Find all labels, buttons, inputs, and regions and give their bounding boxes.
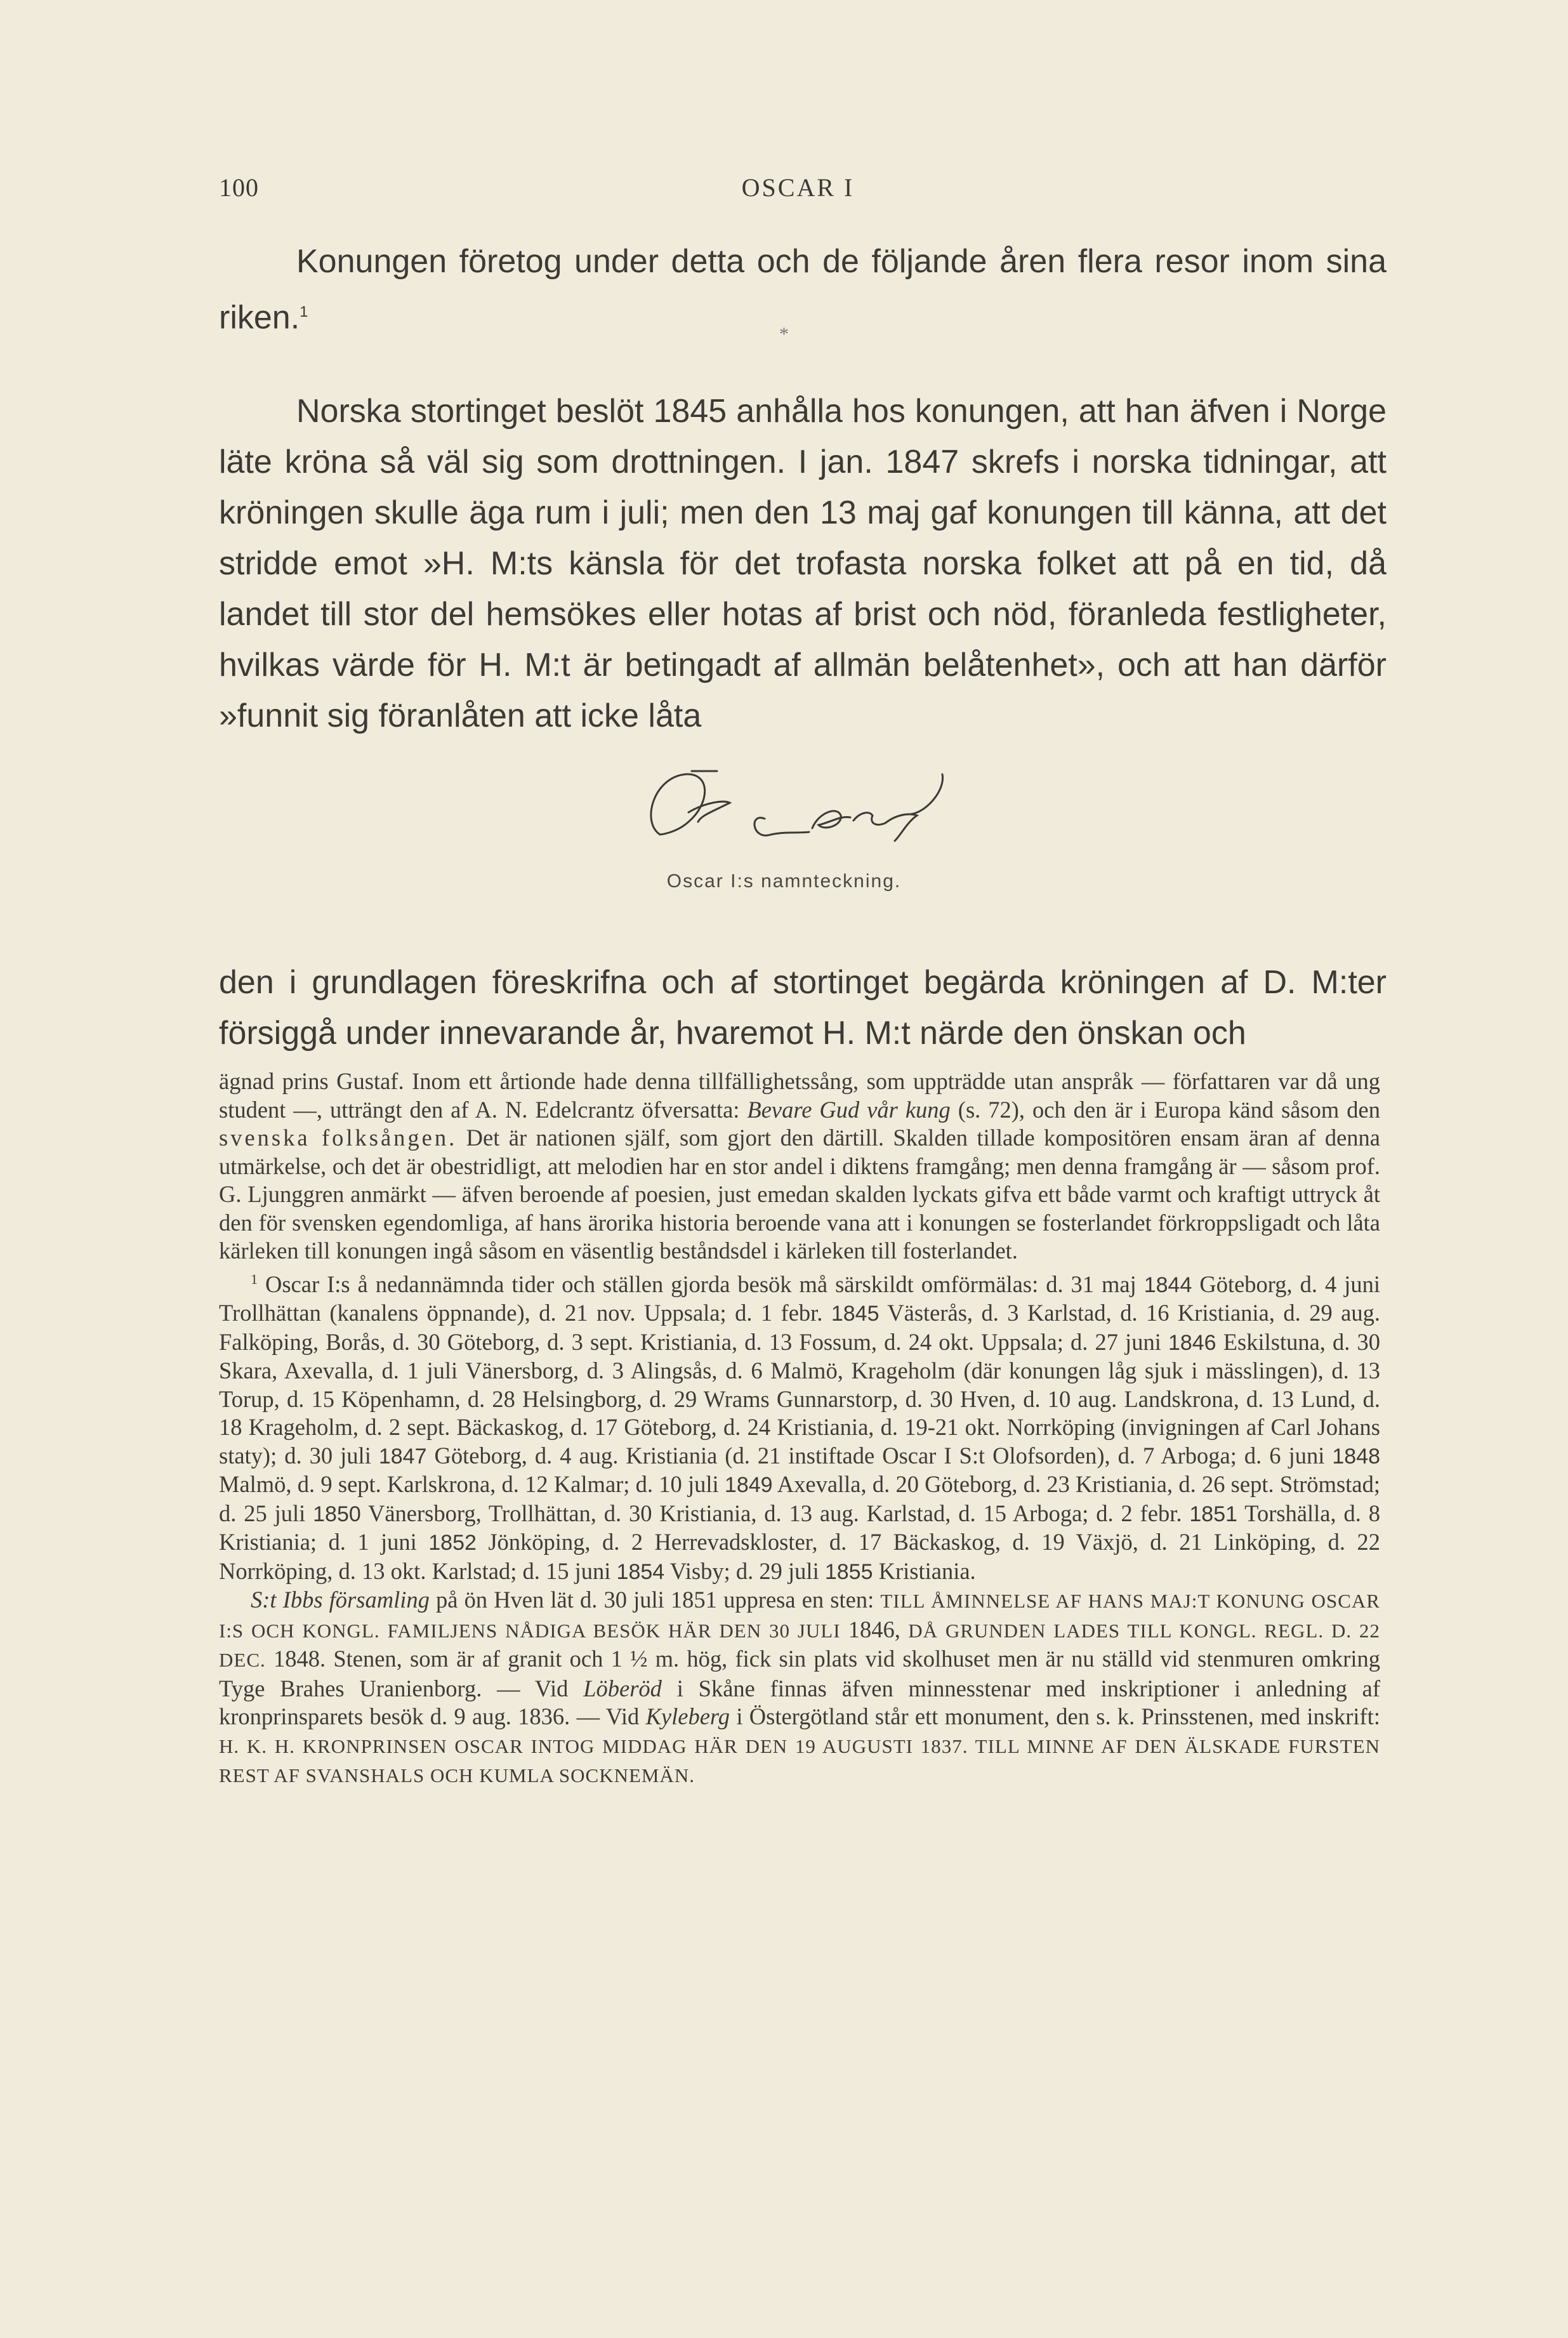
paragraph-3 bbox=[219, 957, 1387, 1059]
footnote-mark: 1 bbox=[300, 303, 308, 320]
paragraph-3-text: den i grundlagen föreskrifna och af stortinget begärda kröningen af D. M:ter försiggå under innevarande år, hvaremot H. M:t närde den önskan och bbox=[219, 964, 1387, 1052]
footnote-continuation: ägnad prins Gustaf. Inom ett årtionde hade denna tillfällighetssång, som uppträdde utan anspråk — författaren var då ung student —, utträngt den af A. N. Edelcrantz öfversatta: Bevare Gud vår kung (s. 72), och den är i Europa känd såsom den svenska folksången. Det är nationen själf, som gjort den därtill. Skalden tillade kompositören ensam äran af denna utmärkelse, och det är obestridligt, att melodien har en stor andel i diktens framgång; men denna framgång är — såsom prof. G. Ljunggren anmärkt — äfven beroende af poesien, just emedan skalden lyckats gifva ett både varmt och kraftigt uttryck åt den för svensken egendomliga, af hans ärorika historia beroende vana att i konungen se fosterlandet förkroppsligadt och låta kärleken till konungen ingå såsom en väsentlig beståndsdel i kärleken till fosterlandet. bbox=[219, 1068, 1380, 1264]
running-title: OSCAR I bbox=[741, 173, 855, 202]
signature-caption: Oscar I:s namnteckning. bbox=[666, 871, 902, 892]
section-divider: * bbox=[779, 324, 789, 345]
paragraph-1-text: Konungen företog under detta och de följande åren flera resor inom sina riken. bbox=[219, 243, 1387, 336]
footnote-st-ibb: S:t Ibbs församling på ön Hven lät d. 30 juli 1851 uppresa en sten: TILL ÅMINNELSE AF HANS MAJ:T KONUNG OSCAR I:S OCH KONGL. FAMILJENS NÅDIGA BESÖK HÄR DEN 30 JULI 1846, DÅ GRUNDEN LADES TILL KONGL. REGL. D. 22 DEC. 1848. Stenen, som är af granit och 1 ½ m. hög, fick sin plats vid skolhuset men är nu ställd vid stenmuren omkring Tyge Brahes Uranienborg. — Vid Löberöd i Skåne finnas äfven minnesstenar med inskriptioner i anledning af kronprinsparets besök d. 9 aug. 1836. — Vid Kyleberg i Östergötland står ett monument, den s. k. Prinsstenen, med inskrift: H. K. H. KRONPRINSEN OSCAR INTOG MIDDAG HÄR DEN 19 AUGUSTI 1837. TILL MINNE AF DEN ÄLSKADE FURSTEN REST AF SVANSHALS OCH KUMLA SOCKNEMÄN. bbox=[219, 1587, 1380, 1787]
signature-oscar bbox=[628, 752, 1009, 863]
page-number: 100 bbox=[219, 173, 259, 202]
footnote-1: $^1$ Oscar I:s å nedannämnda tider och ställen gjorda besök må särskildt omförmälas: d. 31 maj 1844 Göteborg, d. 4 juni Trollhättan (kanalens öppnande), d. 21 nov. Uppsala; d. 1 febr. 1845 Västerås, d. 3 Karlstad, d. 16 Kristiania, d. 29 aug. Falköping, Borås, d. 30 Göteborg, d. 3 sept. Kristiania, d. 13 Fossum, d. 24 okt. Uppsala; d. 27 juni 1846 Eskilstuna, d. 30 Skara, Axevalla, d. 1 juli Vänersborg, d. 3 Alingsås, d. 6 Malmö, Krageholm (där konungen låg sjuk i mässlingen), d. 13 Torup, d. 15 Köpenhamn, d. 28 Helsingborg, d. 29 Wrams Gunnarstorp, d. 30 Hven, d. 10 aug. Landskrona, d. 13 Lund, d. 18 Krageholm, d. 2 sept. Bäckaskog, d. 17 Göteborg, d. 24 Kristiania, d. 19-21 okt. Norrköping (invigningen af Carl Johans staty); d. 30 juli 1847 Göteborg, d. 4 aug. Kristiania (d. 21 instiftade Oscar I S:t Olofsorden), d. 7 Arboga; d. 6 juni 1848 Malmö, d. 9 sept. Karlskrona, d. 12 Kalmar; d. 10 juli 1849 Axevalla, d. 20 Göteborg, d. 23 Kristiania, d. 26 sept. Strömstad; d. 25 juli 1850 Vänersborg, Trollhättan, d. 30 Kristiania, d. 13 aug. Karlstad, d. 15 Arboga; d. 2 febr. 1851 Torshälla, d. 8 Kristiania; d. 1 juni 1852 Jönköping, d. 2 Herrevadskloster, d. 17 Bäckaskog, d. 19 Växjö, d. 21 Linköping, d. 22 Norrköping, d. 13 okt. Karlstad; d. 15 juni 1854 Visby; d. 29 juli 1855 Kristiania. bbox=[219, 1271, 1381, 1584]
footnotes bbox=[219, 1067, 1380, 1790]
paragraph-2 bbox=[219, 386, 1387, 741]
paragraph-2-text: Norska stortinget beslöt 1845 anhålla hos konungen, att han äfven i Norge läte kröna så väl sig som drottningen. I jan. 1847 skrefs i norska tidningar, att kröningen skulle äga rum i juli; men den 13 maj gaf konungen till känna, att det stridde emot »H. M:ts känsla för det trofasta norska folket att på en tid, då landet till stor del hemsökes eller hotas af brist och nöd, föranleda festligheter, hvilkas värde för H. M:t är betingadt af allmän belåtenhet», och att han därför »funnit sig föranlåten att icke låta bbox=[219, 393, 1387, 734]
